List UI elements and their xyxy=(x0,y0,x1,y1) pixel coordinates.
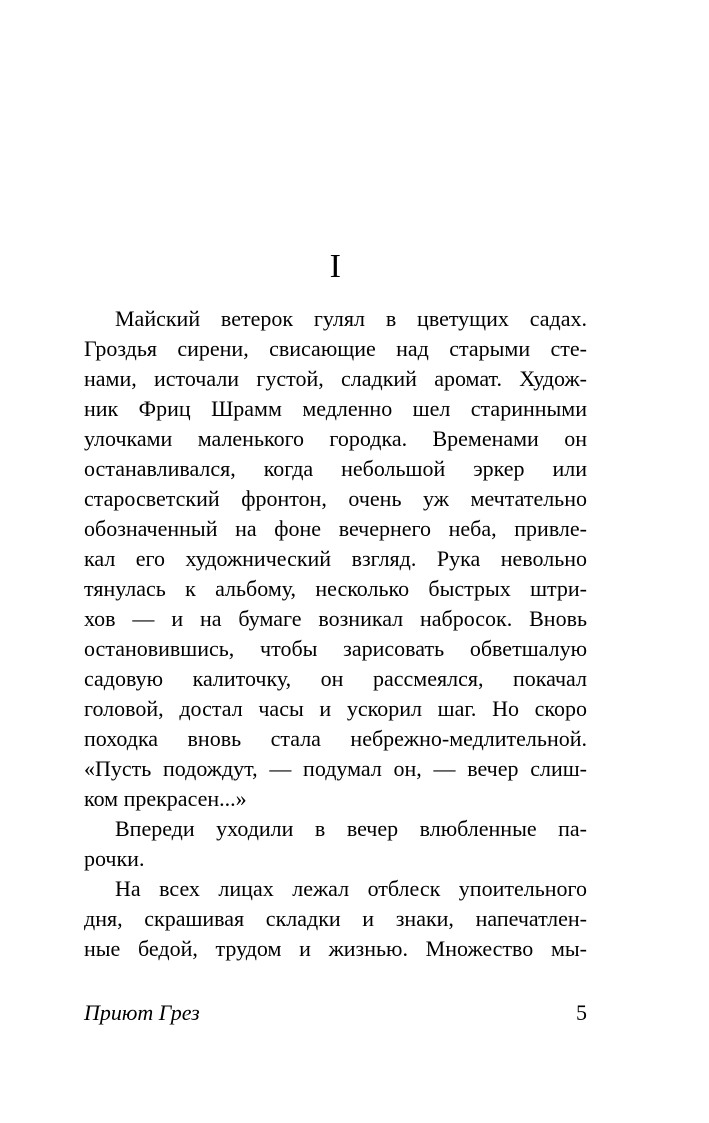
text-line: ком прекрасен...» xyxy=(84,786,247,811)
text-line: ные бедой, трудом и жизнью. Множество мы- xyxy=(84,936,587,961)
chapter-heading: I xyxy=(329,248,342,285)
text-line: нами, источали густой, сладкий аромат. Худож- xyxy=(84,366,587,391)
text-line: обозначенный на фоне вечернего неба, привле- xyxy=(84,516,587,541)
text-line: тянулась к альбому, несколько быстрых штри- xyxy=(84,576,587,601)
text-line: походка вновь стала небрежно-медлительной. xyxy=(84,726,587,751)
running-title: Приют Грез xyxy=(84,1000,200,1025)
text-line: кал его художнический взгляд. Рука невольно xyxy=(84,546,587,571)
text-line: останавливался, когда небольшой эркер или xyxy=(84,456,587,481)
text-line: улочками маленького городка. Временами он xyxy=(84,426,587,451)
text-line: хов — и на бумаге возникал набросок. Вновь xyxy=(84,606,587,631)
body-text xyxy=(84,304,587,964)
page-number: 5 xyxy=(576,1000,587,1025)
text-line: дня, скрашивая складки и знаки, напечатлен- xyxy=(84,906,587,931)
text-line: головой, достал часы и ускорил шаг. Но скоро xyxy=(84,696,587,721)
text-line: садовую калиточку, он рассмеялся, покачал xyxy=(84,666,587,691)
text-line: «Пусть подождут, — подумал он, — вечер слиш- xyxy=(84,756,587,781)
text-line: На всех лицах лежал отблеск упоительного xyxy=(115,876,587,901)
text-line: рочки. xyxy=(84,846,145,871)
page-footer xyxy=(84,1000,587,1026)
text-line: Гроздья сирени, свисающие над старыми сте- xyxy=(84,336,587,361)
text-line: старосветский фронтон, очень уж мечтательно xyxy=(84,486,587,511)
text-line: остановившись, чтобы зарисовать обветшалую xyxy=(84,636,587,661)
text-line: Впереди уходили в вечер влюбленные па- xyxy=(115,816,587,841)
text-line: Майский ветерок гулял в цветущих садах. xyxy=(115,306,587,331)
text-line: ник Фриц Шрамм медленно шел старинными xyxy=(84,396,587,421)
